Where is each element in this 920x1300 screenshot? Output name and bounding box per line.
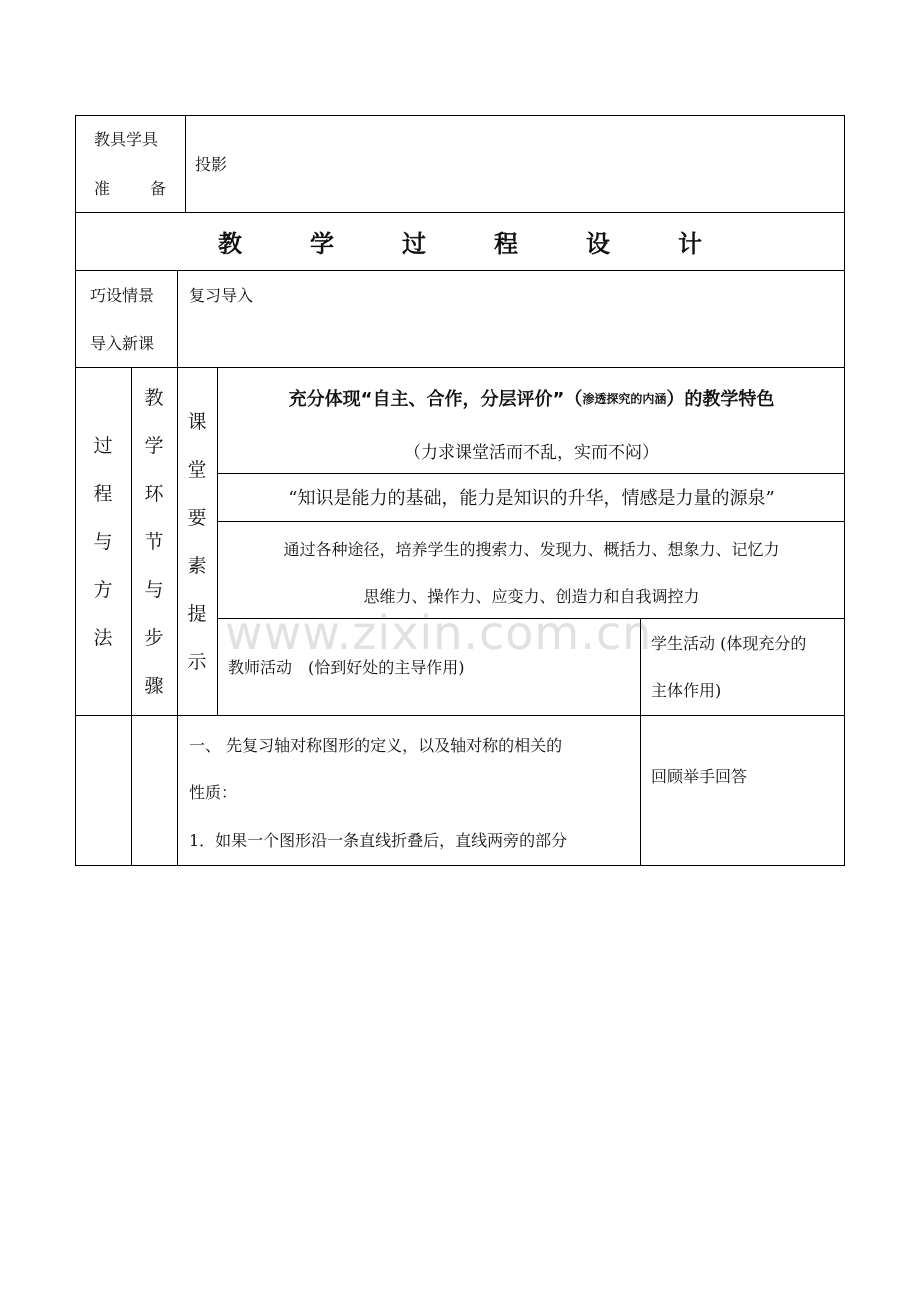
divider: [75, 367, 845, 368]
tips-quote: “知识是能力的基础，能力是知识的升华，情感是力量的源泉”: [288, 488, 775, 509]
intro-label-line1: 巧设情景: [90, 286, 155, 305]
process-label: 过 程 与 方 法: [93, 435, 113, 649]
intro-content: 复习导入: [189, 286, 254, 305]
section-title: [75, 212, 845, 270]
intro-label-line2: 导入新课: [90, 334, 155, 353]
divider: [177, 270, 178, 367]
title-char: 过: [402, 229, 426, 258]
tips-heading: 充分体现“自主、合作，分层评价”（ 渗透探究的内涵 ）的教学特色: [288, 389, 775, 410]
divider: [217, 521, 845, 522]
title-char: 计: [678, 229, 702, 258]
title-char: 教: [218, 229, 242, 258]
watermark: www.zixin.com.cn: [225, 606, 653, 660]
divider: [185, 115, 186, 212]
title-char: 学: [310, 229, 334, 258]
steps-label: 教 学 环 节 与 步 骤: [144, 387, 164, 697]
divider: [217, 473, 845, 474]
tips-label: 课 堂 要 素 提 示: [187, 411, 207, 673]
tools-label-line1: 教具学具: [94, 130, 159, 149]
student-activity-header-line2: 主体作用): [651, 681, 722, 700]
divider: [75, 270, 845, 271]
abilities-line2: 思维力、操作力、应变力、创造力和自我调控力: [363, 586, 700, 606]
teacher-activity-header: 教师活动 (恰到好处的主导作用): [228, 658, 465, 677]
tips-subheading: （力求课堂活而不乱，实而不闷）: [404, 442, 659, 463]
student-activity-header-line1: 学生活动 (体现充分的: [651, 634, 807, 653]
title-char: 程: [494, 229, 518, 258]
tools-label-line2a: 准: [94, 179, 111, 198]
content-line1: 一、 先复习轴对称图形的定义，以及轴对称的相关的: [189, 736, 563, 755]
student-response: 回顾举手回答: [651, 767, 748, 786]
abilities-line1: 通过各种途径，培养学生的搜索力、发现力、概括力、想象力、记忆力: [283, 539, 780, 559]
content-line2: 性质：: [189, 783, 238, 802]
divider: [131, 367, 132, 866]
divider: [177, 367, 178, 866]
content-line3: 1．如果一个图形沿一条直线折叠后，直线两旁的部分: [189, 831, 568, 850]
divider: [75, 715, 845, 716]
tools-label-line2b: 备: [150, 179, 167, 198]
title-char: 设: [586, 229, 610, 258]
tools-content: 投影: [195, 155, 228, 174]
